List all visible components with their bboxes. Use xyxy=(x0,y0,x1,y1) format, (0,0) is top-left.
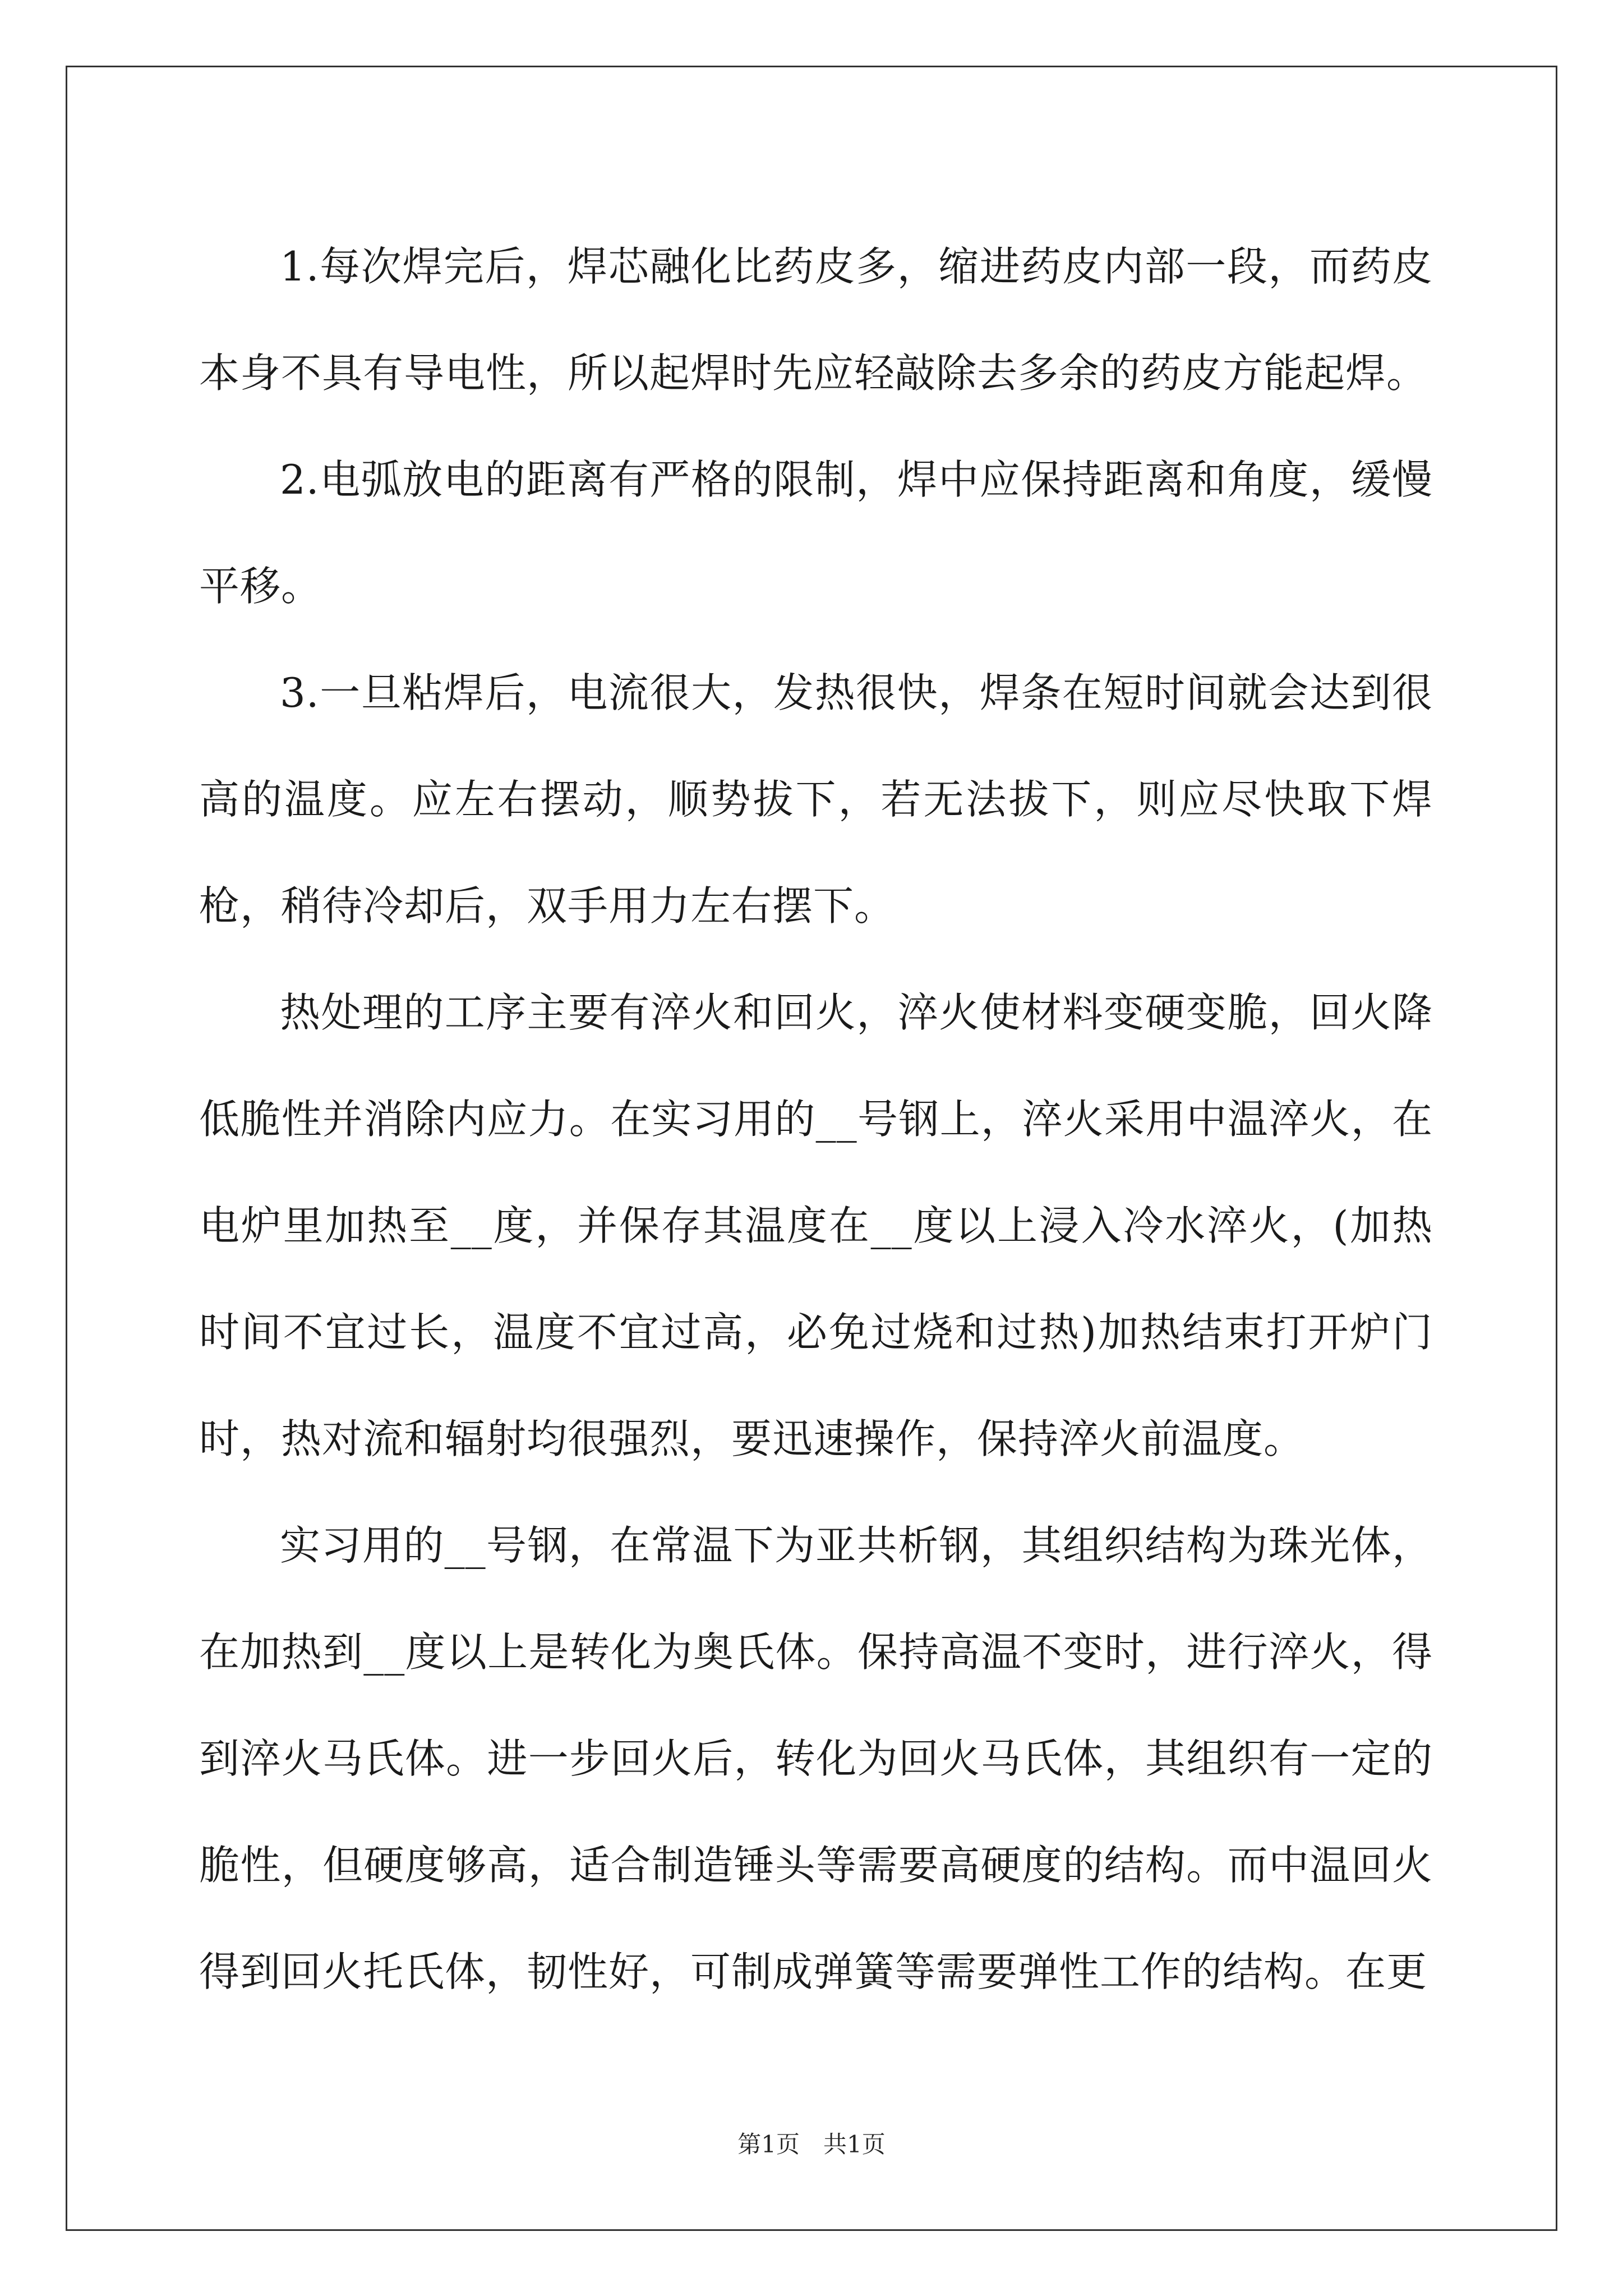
paragraph-1: 1.每次焊完后，焊芯融化比药皮多，缩进药皮内部一段，而药皮本身不具有导电性，所以起焊时先应轻敲除去多余的药皮方能起焊。 xyxy=(199,243,1433,397)
paragraph-3: 3.一旦粘焊后，电流很大，发热很快，焊条在短时间就会达到很高的温度。应左右摆动，顺势拔下，若无法拔下，则应尽快取下焊枪，稍待冷却后，双手用力左右摆下。 xyxy=(199,669,1433,930)
document-body xyxy=(199,213,1433,2025)
page-footer: 第1页 共1页 xyxy=(737,2131,886,2158)
paragraph-4: 热处理的工序主要有淬火和回火，淬火使材料变硬变脆，回火降低脆性并消除内应力。在实习用的__号钢上，淬火采用中温淬火，在电炉里加热至__度，并保存其温度在__度以上浸入冷水淬火，(加热时间不宜过长，温度不宜过高，必免过烧和过热)加热结束打开炉门时，热对流和辐射均很强烈，要迅速操作，保持淬火前温度。 xyxy=(199,989,1433,1462)
paragraph-2: 2.电弧放电的距离有严格的限制，焊中应保持距离和角度，缓慢平移。 xyxy=(199,456,1433,610)
paragraph-5: 实习用的__号钢，在常温下为亚共析钢，其组织结构为珠光体，在加热到__度以上是转化为奥氏体。保持高温不变时，进行淬火，得到淬火马氏体。进一步回火后，转化为回火马氏体，其组织有一定的脆性，但硬度够高，适合制造锤头等需要高硬度的结构。而中温回火得到回火托氏体，韧性好，可制成弹簧等需要弹性工作的结构。在更 xyxy=(199,1522,1433,1995)
